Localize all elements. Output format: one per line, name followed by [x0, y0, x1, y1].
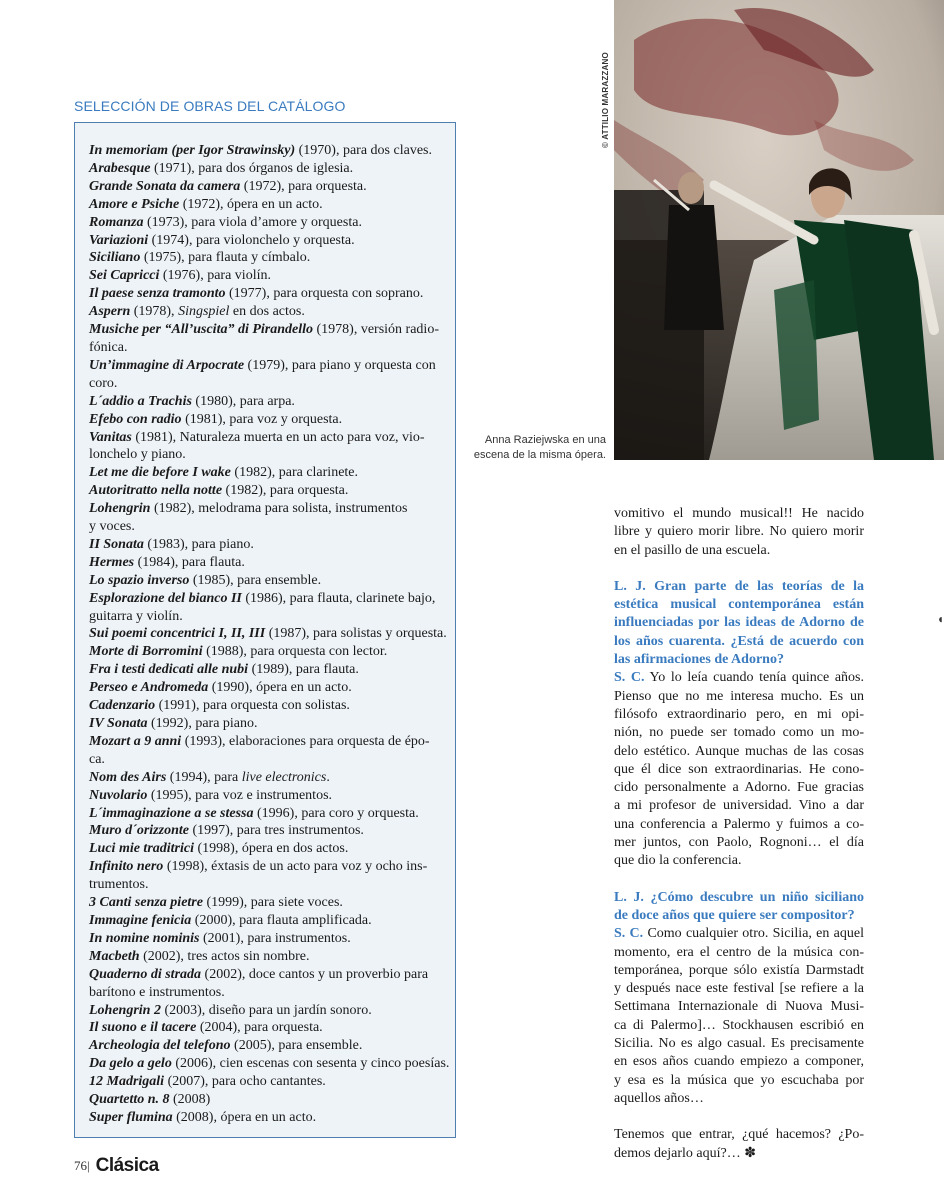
body-text-line: momento, era el centro de la música con- [614, 944, 864, 960]
catalog-entry-line [89, 840, 443, 858]
work-details: en dos actos. [229, 304, 305, 320]
catalog-entry-line [89, 214, 443, 232]
work-title: In nomine nominis [89, 930, 200, 946]
work-title: Sei Capricci [89, 268, 160, 284]
work-details: (1978), versión radio- [313, 322, 439, 338]
catalog-entry-line [89, 697, 443, 715]
work-details: (1972), para orquesta. [240, 178, 367, 194]
question-line: estética musical contemporánea están [614, 597, 864, 613]
work-title: Variazioni [89, 232, 149, 248]
work-title: Da gelo a gelo [89, 1056, 172, 1072]
photo-caption [470, 433, 606, 463]
catalog-entry-line [89, 1091, 443, 1109]
body-text-line: una conferencia a Palermo y fuimos a co- [614, 816, 864, 832]
work-details: trumentos. [89, 877, 149, 893]
catalog-entry-line [89, 411, 443, 429]
work-title: Un’immagine di Arpocrate [89, 357, 245, 373]
work-title: Quaderno di strada [89, 966, 202, 982]
body-text-line: filósofo extraordinario pero, en mi opi- [614, 706, 864, 722]
body-text-line: aquellos años… [614, 1090, 704, 1106]
catalog-entry-line [89, 1019, 443, 1037]
catalog-entry-line [89, 285, 443, 303]
catalog-entry-line [89, 1037, 443, 1055]
work-title: Musiche per “All’uscita” di Pirandello [89, 322, 314, 338]
catalog-entry-line [89, 822, 443, 840]
work-title: Nuvolario [89, 787, 148, 803]
work-details: (1975), para flauta y címbalo. [140, 250, 311, 266]
work-title: Grande Sonata da camera [89, 178, 241, 194]
question-line: las afirmaciones de Adorno? [614, 652, 784, 668]
catalog-entry-line [89, 608, 443, 626]
work-title: Macbeth [89, 948, 140, 964]
work-details: (1971), para dos órganos de iglesia. [150, 160, 354, 176]
catalog-entry-line [89, 482, 443, 500]
magazine-logo: Clásica [95, 1155, 159, 1176]
question-line: de doce años que quiere ser compositor? [614, 907, 855, 923]
question-line: influenciadas por las ideas de Adorno de [614, 615, 864, 631]
work-details: (1974), para violonchelo y orquesta. [148, 232, 355, 248]
work-details: (1977), para orquesta con soprano. [225, 286, 424, 302]
body-text-line: ca di Palermo]… Stockhausen escribió en [614, 1017, 864, 1033]
work-details: fónica. [89, 339, 128, 355]
work-title: 12 Madrigali [89, 1074, 165, 1090]
catalog-heading: SELECCIÓN DE OBRAS DEL CATÁLOGO [74, 98, 346, 114]
work-title: Il paese senza tramonto [89, 286, 226, 302]
work-title: Lohengrin 2 [89, 1002, 161, 1018]
work-title: Il suono e il tacere [89, 1020, 197, 1036]
body-text-line: y después nace este festival [se refiere a la [614, 981, 864, 997]
catalog-entry-line [89, 1073, 443, 1091]
work-title: II Sonata [89, 536, 144, 552]
work-title: Arabesque [89, 160, 151, 176]
catalog-entry-line [89, 805, 443, 823]
work-details: (1986), para flauta, clarinete bajo, [241, 590, 436, 606]
work-title: Fra i testi dedicati alle nubi [89, 662, 249, 678]
work-title: L´addio a Trachis [89, 393, 192, 409]
catalog-entry-line [89, 249, 443, 267]
work-details: (1993), elaboraciones para orquesta de épo- [181, 733, 430, 749]
work-title: Immagine fenicia [89, 912, 192, 928]
catalog-entry-line [89, 769, 443, 787]
body-text-line: Tenemos que entrar, ¿qué hacemos? ¿Po- [614, 1127, 864, 1143]
work-details: (1991), para orquesta con solistas. [155, 698, 350, 714]
catalog-entry-line [89, 876, 443, 894]
photo-credit: © ATTILIO MARAZZANO [601, 52, 610, 148]
speaker-label: S. C. [614, 670, 645, 686]
catalog-entry-line [89, 446, 443, 464]
work-details: (2002), doce cantos y un proverbio para [201, 966, 429, 982]
page-number: 76| [74, 1158, 90, 1173]
work-title: Let me die before I wake [89, 465, 231, 481]
interview-column [614, 505, 864, 1163]
catalog-entry-line [89, 930, 443, 948]
work-details: (1985), para ensemble. [189, 572, 322, 588]
work-title: Quartetto n. 8 [89, 1092, 170, 1108]
work-title: L´immaginazione a se stessa [89, 805, 254, 821]
work-details: (1998), éxtasis de un acto para voz y ocho ins- [163, 859, 428, 875]
italic-term: Singspiel [178, 304, 230, 320]
catalog-entry-line [89, 984, 443, 1002]
catalog-entry-line [89, 912, 443, 930]
question-line: L. J. ¿Cómo descubre un niño siciliano [614, 889, 864, 905]
catalog-entry-line [89, 267, 443, 285]
work-details: (2004), para orquesta. [196, 1020, 323, 1036]
catalog-entry-line [89, 536, 443, 554]
work-details: (2001), para instrumentos. [199, 930, 351, 946]
work-details: (1999), para siete voces. [202, 895, 343, 911]
body-text-line: libre y quiero morir libre. No quiero morir [614, 524, 864, 540]
catalog-entry-line [89, 643, 443, 661]
catalog-entry-line [89, 590, 443, 608]
work-title: IV Sonata [89, 716, 148, 731]
work-details: . [326, 769, 330, 785]
body-text-line: a mi profesor de universidad. Vino a dar [614, 798, 864, 814]
body-text-line: nión, no puede ser tomado como un mo- [614, 725, 864, 741]
body-text-line: mer juntos, con Paolo, Rognoni… el día [614, 835, 864, 851]
body-text-line: Sicilia. No es algo casual. Es precisamente [614, 1036, 864, 1052]
catalog-entry-line [89, 787, 443, 805]
body-text-line: Settimana Internazionale di Nuova Musi- [614, 999, 864, 1015]
catalog-entry-line [89, 572, 443, 590]
body-text-line: en esos años cuando empiezo a componer, [614, 1054, 864, 1070]
work-details: (2008) [169, 1092, 211, 1108]
work-title: Autoritratto nella notte [89, 483, 223, 499]
work-title: Romanza [89, 214, 144, 230]
work-title: Luci mie traditrici [89, 841, 194, 857]
work-details: (2006), cien escenas con sesenta y cinco poesías. [171, 1056, 450, 1072]
work-details: y voces. [89, 519, 135, 535]
catalog-entry-line [89, 1055, 450, 1073]
work-details: (1990), ópera en un acto. [208, 680, 352, 696]
catalog-entry-line [89, 661, 443, 679]
work-details: (1982), para clarinete. [230, 465, 359, 481]
catalog-entry-line [89, 1109, 443, 1127]
work-title: Perseo e Andromeda [89, 680, 209, 696]
work-title: Efebo con radio [89, 411, 182, 427]
work-details: (1997), para tres instrumentos. [188, 823, 364, 839]
work-title: Esplorazione del bianco II [89, 590, 242, 606]
catalog-entry-line [89, 393, 443, 411]
catalog-entry-line [89, 518, 443, 536]
work-details: (1987), para solistas y orquesta. [265, 626, 447, 642]
edge-marker: ◖ [936, 612, 944, 626]
body-text-line: demos dejarlo aquí?… ✽ [614, 1145, 756, 1161]
work-title: Cadenzario [89, 698, 156, 714]
work-details: barítono e instrumentos. [89, 984, 225, 1000]
catalog-entry-line [89, 625, 447, 643]
body-text-line: delo estético. Aunque muchas de las cosas [614, 743, 864, 759]
catalog-entry-line [89, 142, 443, 160]
work-details: (1982), para orquesta. [222, 483, 349, 499]
page-footer [74, 1155, 159, 1177]
work-details: (1982), melodrama para solista, instrumentos [150, 501, 408, 517]
catalog-entry-line [89, 429, 443, 447]
body-text-line: que dio la conferencia. [614, 853, 742, 869]
work-details: lonchelo y piano. [89, 447, 186, 463]
catalog-entry-line [89, 303, 443, 321]
paragraph-gap [614, 560, 864, 578]
catalog-entry-line [89, 357, 443, 375]
body-text-line: cido personalmente a Adorno. Fue gracias [614, 780, 864, 796]
catalog-entry-line [89, 321, 443, 339]
body-text-line: Pienso que no me interesa mucho. Es un [614, 688, 864, 704]
work-details: (1984), para flauta. [134, 554, 245, 570]
work-details: (1988), para orquesta con lector. [202, 644, 388, 660]
answer-line [614, 669, 864, 687]
body-text-line: en el pasillo de una escuela. [614, 542, 771, 558]
work-details: (2007), para ocho cantantes. [164, 1074, 326, 1090]
work-title: Amore e Psiche [89, 196, 180, 212]
work-title: Sui poemi concentrici I, II, III [89, 626, 266, 642]
work-details: (1981), Naturaleza muerta en un acto para voz, vio- [131, 429, 425, 445]
work-details: (1995), para voz e instrumentos. [147, 787, 333, 803]
work-title: Lohengrin [89, 501, 151, 517]
work-details: (1978), [130, 304, 179, 320]
work-details: (1996), para coro y orquesta. [253, 805, 419, 821]
work-title: Mozart a 9 anni [89, 733, 182, 749]
work-title: Morte di Borromini [89, 644, 203, 660]
speaker-label: S. C. [614, 926, 644, 942]
catalog-entry-line [89, 966, 443, 984]
catalog-entry-line [89, 160, 443, 178]
catalog-entry-line [89, 679, 443, 697]
answer-line [614, 925, 864, 943]
work-title: Siciliano [89, 250, 141, 266]
work-details: (2005), para ensemble. [230, 1038, 363, 1054]
catalog-entry-line [89, 375, 443, 393]
paragraph-gap [614, 871, 864, 889]
work-details: (2002), tres actos sin nombre. [139, 948, 310, 964]
work-title: 3 Canti senza pietre [89, 895, 203, 911]
catalog-entry-line [89, 751, 443, 769]
catalog-entry-line [89, 196, 443, 214]
work-details: (1998), ópera en dos actos. [194, 841, 349, 857]
catalog-entry-line [89, 733, 443, 751]
work-details: (1970), para dos claves. [295, 143, 432, 158]
catalog-entry-line [89, 1002, 443, 1020]
catalog-entry-line [89, 554, 443, 572]
catalog-entry-line [89, 178, 443, 196]
body-text-line: y esa es la música que yo escuchaba por [614, 1072, 864, 1088]
work-title: In memoriam (per Igor Strawinsky) [89, 143, 296, 158]
work-details: (1992), para piano. [147, 716, 258, 731]
work-details: (2003), diseño para un jardín sonoro. [160, 1002, 372, 1018]
photo-caption-line: escena de la misma ópera. [473, 449, 606, 461]
opera-photo [614, 0, 944, 460]
answer-text: Yo lo leía cuando tenía quince años. [644, 670, 864, 686]
work-title: Muro d´orizzonte [89, 823, 189, 839]
catalog-box [74, 122, 456, 1138]
work-details: (1980), para arpa. [191, 393, 295, 409]
work-details: (1976), para violín. [159, 268, 271, 284]
body-text-line: que él dice son extraordinarias. He cono- [614, 761, 864, 777]
work-title: Aspern [89, 304, 131, 320]
work-details: (1994), para [166, 769, 242, 785]
catalog-entry-line [89, 948, 443, 966]
work-details: coro. [89, 375, 118, 391]
paragraph-gap [614, 1108, 864, 1126]
body-text-line: vomitivo el mundo musical!! He nacido [614, 506, 864, 521]
body-text-line: temporánea, porque sólo existía Darmstadt [614, 962, 864, 978]
work-details: (1989), para flauta. [248, 662, 359, 678]
catalog-entry-line [89, 339, 443, 357]
question-line: L. J. Gran parte de las teorías de la [614, 578, 864, 594]
italic-term: live electronics [241, 769, 327, 785]
catalog-entry-line [89, 858, 443, 876]
work-details: (1979), para piano y orquesta con [244, 357, 436, 373]
work-title: Archeologia del telefono [89, 1038, 231, 1054]
catalog-entry-line [89, 500, 443, 518]
work-title: Infinito nero [89, 859, 164, 875]
question-line: los años cuarenta. ¿Está de acuerdo con [614, 633, 864, 649]
work-details: ca. [89, 751, 105, 767]
work-title: Vanitas [89, 429, 132, 445]
photo-caption-line: Anna Raziejwska en una [484, 434, 606, 446]
work-details: (2000), para flauta amplificada. [191, 912, 372, 928]
catalog-entry-line [89, 464, 443, 482]
answer-text: Como cualquier otro. Sicilia, en aquel [643, 926, 864, 942]
work-details: (1973), para viola d’amore y orquesta. [143, 214, 362, 230]
work-title: Super flumina [89, 1109, 173, 1125]
catalog-entry-line [89, 232, 443, 250]
work-details: guitarra y violín. [89, 608, 183, 624]
work-details: (1981), para voz y orquesta. [181, 411, 343, 427]
work-details: (1983), para piano. [143, 536, 254, 552]
work-title: Nom des Airs [89, 769, 167, 785]
work-details: (2008), ópera en un acto. [172, 1109, 317, 1125]
catalog-entry-line [89, 894, 443, 912]
work-title: Hermes [89, 554, 135, 570]
catalog-entry-line [89, 715, 443, 733]
work-details: (1972), ópera en un acto. [179, 196, 323, 212]
work-title: Lo spazio inverso [89, 572, 190, 588]
